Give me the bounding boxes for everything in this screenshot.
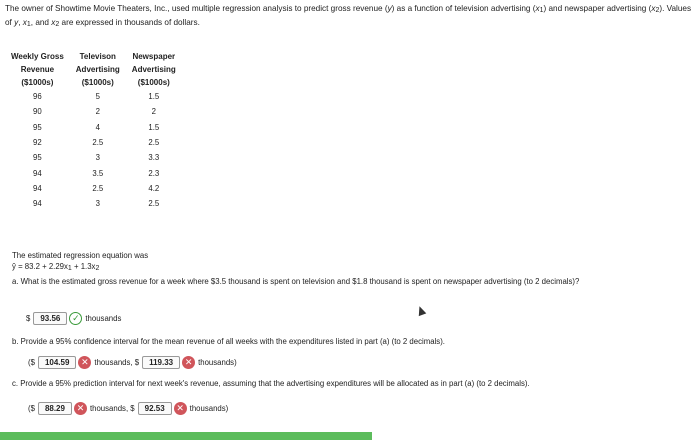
question-c: c. Provide a 95% prediction interval for next week's revenue, assuming that the advertising expenditures will be allocated as in part (a) (to 2 decimals).	[12, 379, 530, 388]
column-header: Newspaper Advertising ($1000s)	[131, 52, 176, 87]
open-paren: ($	[28, 404, 35, 413]
open-paren: ($	[28, 358, 35, 367]
answer-c-high-input[interactable]: 92.53	[138, 402, 172, 415]
table-cell: 4	[95, 122, 100, 132]
question-a: a. What is the estimated gross revenue for a week where $3.5 thousand is spent on television and $1.8 thousand is spent on newspaper advertising (to 2 decimals)?	[12, 277, 580, 286]
table-cell: 3	[95, 153, 100, 163]
x-mark-icon: ✕	[78, 356, 91, 369]
unit-label: thousands	[85, 314, 122, 323]
table-row	[5, 89, 182, 104]
table-cell: 4.2	[148, 183, 160, 193]
answer-a-input[interactable]: 93.56	[33, 312, 67, 325]
regression-intro: The estimated regression equation was	[12, 251, 149, 260]
problem-intro	[5, 3, 695, 31]
table-cell: 92	[33, 138, 42, 148]
var-x2: x	[51, 18, 56, 27]
table-row	[5, 150, 182, 165]
answer-a-row	[26, 312, 121, 325]
check-icon: ✓	[69, 312, 82, 325]
mouse-cursor-icon	[416, 305, 427, 316]
x-mark-icon: ✕	[74, 402, 87, 415]
dollar-sign: $	[26, 314, 31, 323]
table-row	[5, 104, 182, 119]
regression-block	[12, 250, 148, 274]
data-table	[5, 50, 182, 211]
intro-text: ) and newspaper advertising (	[543, 4, 652, 13]
separator-label: thousands, $	[89, 404, 135, 413]
close-label: thousands)	[198, 358, 237, 367]
table-cell: 2.5	[148, 138, 160, 148]
table-header-row	[5, 50, 182, 89]
intro-text: , and	[30, 18, 52, 27]
answer-b-row	[28, 356, 237, 369]
table-cell: 2.5	[148, 199, 160, 209]
table-cell: 95	[33, 122, 42, 132]
column-header: Weekly Gross Revenue ($1000s)	[11, 52, 64, 87]
answer-b-low-input[interactable]: 104.59	[38, 356, 76, 369]
answer-b-high-input[interactable]: 119.33	[142, 356, 180, 369]
table-cell: 94	[33, 199, 42, 209]
column-header: Televison Advertising ($1000s)	[75, 52, 120, 87]
var-x1: x	[22, 18, 27, 27]
x-mark-icon: ✕	[174, 402, 187, 415]
x-mark-icon: ✕	[182, 356, 195, 369]
table-cell: 2	[95, 107, 100, 117]
answer-c-low-input[interactable]: 88.29	[38, 402, 72, 415]
subscript: 2	[55, 21, 60, 28]
separator-label: thousands, $	[94, 358, 140, 367]
table-cell: 5	[95, 92, 100, 102]
subscript: 1	[539, 7, 544, 14]
intro-text: ,	[18, 18, 23, 27]
table-row	[5, 196, 182, 211]
table-cell: 95	[33, 153, 42, 163]
var-x1: x	[535, 4, 540, 13]
table-cell: 2	[151, 107, 156, 117]
table-cell: 3	[95, 199, 100, 209]
table-row	[5, 135, 182, 150]
var-x2: x	[651, 4, 656, 13]
var-y: y	[14, 18, 19, 27]
subscript: 2	[655, 7, 660, 14]
table-cell: 94	[33, 168, 42, 178]
intro-text: The owner of Showtime Movie Theaters, Inc., used multiple regression analysis to predict gross revenue (	[5, 4, 388, 13]
table-cell: 96	[33, 92, 42, 102]
table-cell: 90	[33, 107, 42, 117]
var-y: y	[387, 4, 392, 13]
question-b: b. Provide a 95% confidence interval for the mean revenue of all weeks with the expenditures listed in part (a) (to 2 decimals).	[12, 337, 445, 346]
table-row	[5, 165, 182, 180]
regression-equation: ŷ = $83.2 + 2.29x_1 + 1.3x_2$	[12, 262, 100, 272]
close-label: thousands)	[189, 404, 229, 413]
table-row	[5, 120, 182, 135]
intro-text: ). Values of	[5, 4, 692, 27]
intro-text: are expressed in thousands of dollars.	[59, 18, 200, 27]
table-cell: 1.5	[148, 92, 160, 102]
subscript: 1	[26, 21, 31, 28]
answer-c-row	[28, 402, 228, 415]
table-cell: 2.5	[92, 138, 104, 148]
table-cell: 2.3	[148, 168, 160, 178]
table-cell: 3.5	[92, 168, 104, 178]
table-cell: 94	[33, 183, 42, 193]
table-cell: 1.5	[148, 122, 160, 132]
table-cell: 3.3	[148, 153, 160, 163]
intro-text: ) as a function of television advertising (	[391, 4, 536, 13]
table-row	[5, 181, 182, 196]
progress-bar	[0, 432, 372, 440]
table-cell: 2.5	[92, 183, 104, 193]
